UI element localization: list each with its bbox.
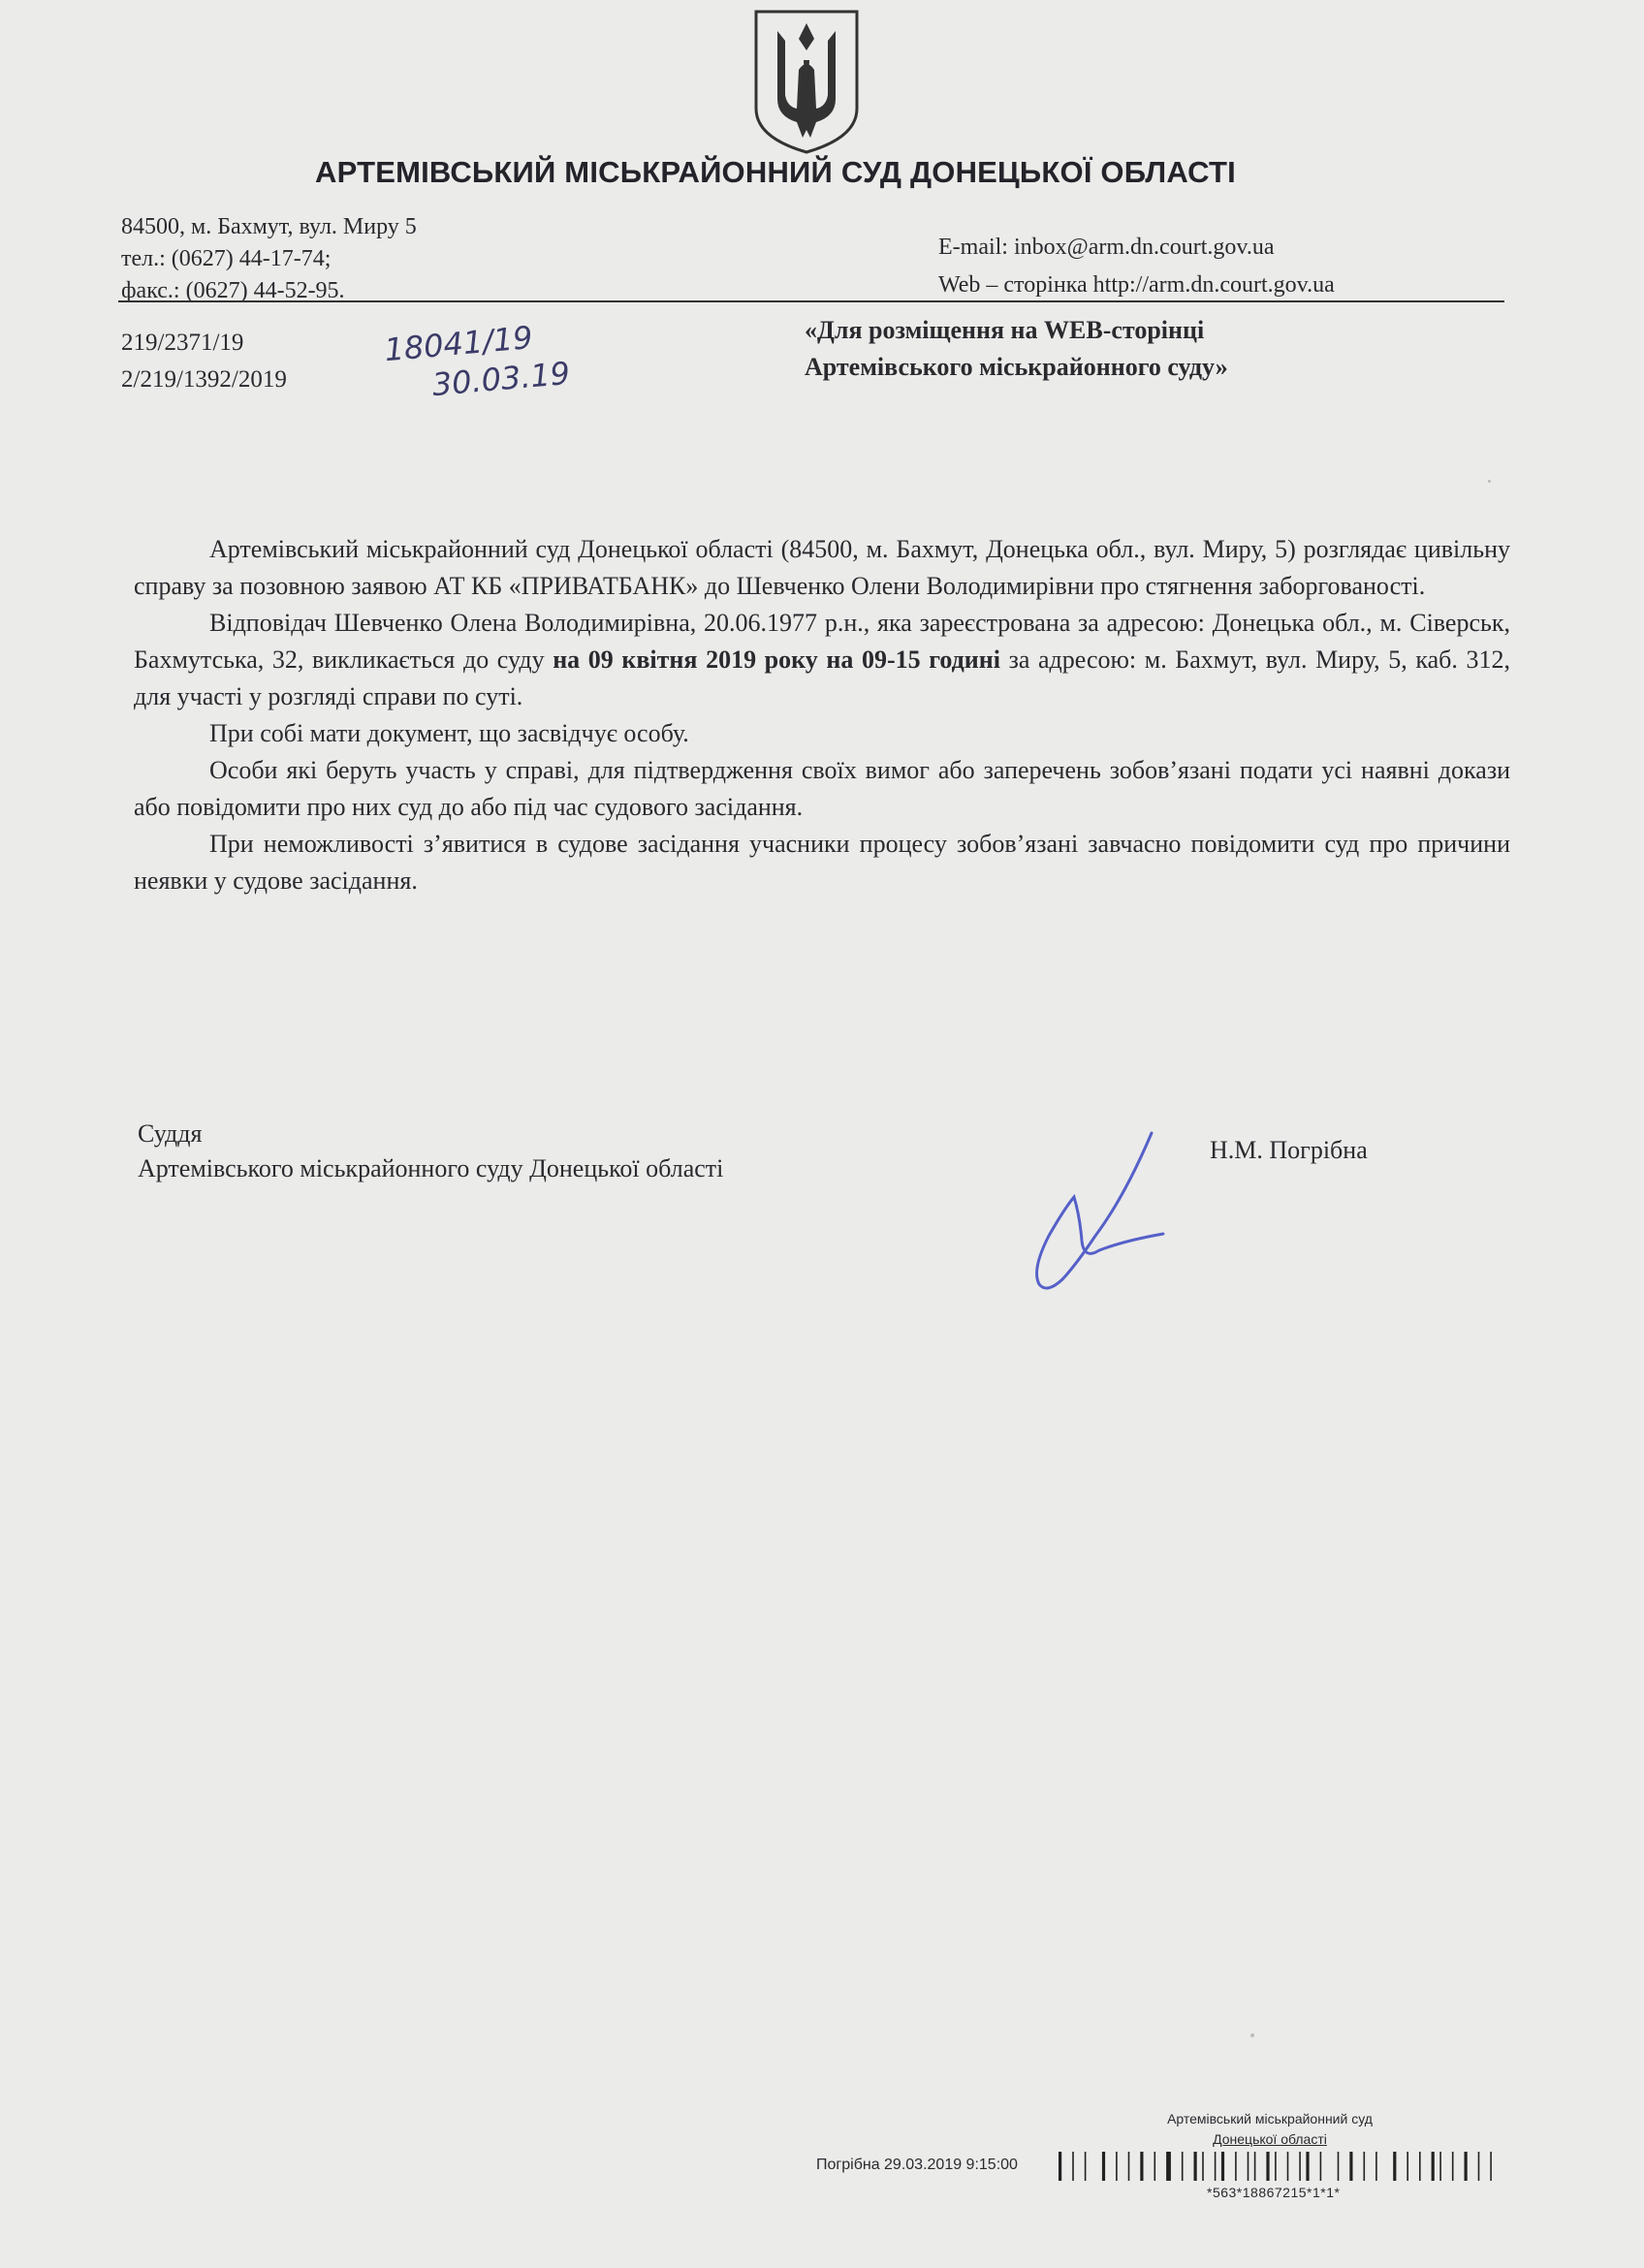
- barcode-bar: [1375, 2152, 1377, 2181]
- barcode-bar: [1059, 2152, 1061, 2181]
- handwritten-date: 30.03.19: [430, 354, 572, 404]
- barcode-bar: [1154, 2152, 1156, 2181]
- judge-court: Артемівського міськрайонного суду Донецької області: [138, 1154, 724, 1182]
- paragraph-case-description: Артемівський міськрайонний суд Донецької області (84500, м. Бахмут, Донецька обл., вул. Миру, 5) розглядає цивільну справу за позовною заявою АТ КБ «ПРИВАТБАНК» до Шевченко Олени Володимирівни про стягнення заборгованості.: [134, 535, 1510, 600]
- judge-role: [138, 1117, 723, 1186]
- barcode-bar: [1432, 2152, 1435, 2181]
- document-body: [134, 531, 1510, 899]
- barcode-bar: [1102, 2152, 1105, 2181]
- barcode-bar: [1215, 2152, 1217, 2181]
- registration-stamp-line: Погрібна 29.03.2019 9:15:00: [816, 2157, 1018, 2173]
- barcode-bar: [1194, 2152, 1197, 2181]
- barcode-bar: [1254, 2152, 1256, 2181]
- registration-stamp-court: [1129, 2109, 1410, 2150]
- barcode-bar: [1085, 2152, 1087, 2181]
- barcode-bar: [1128, 2152, 1130, 2181]
- publication-note: [805, 312, 1228, 386]
- barcode-bar: [1478, 2152, 1480, 2181]
- publication-note-line1: «Для розміщення на WEB-сторінці: [805, 316, 1205, 344]
- scan-speck: [1488, 480, 1491, 483]
- court-email: E-mail: inbox@arm.dn.court.gov.ua: [938, 235, 1275, 260]
- barcode-bar: [1140, 2152, 1143, 2181]
- barcode-bar: [1072, 2152, 1074, 2181]
- court-contacts-left: [121, 211, 417, 307]
- court-phone: тел.: (0627) 44-17-74;: [121, 246, 332, 271]
- barcode-bar: [1439, 2152, 1441, 2181]
- summons-date-time: на 09 квітня 2019 року на 09-15 годині: [553, 646, 1000, 674]
- barcode-bar: [1419, 2152, 1421, 2181]
- barcode-bar: [1364, 2152, 1366, 2181]
- barcode-bar: [1248, 2152, 1249, 2181]
- barcode-bar: [1407, 2152, 1408, 2181]
- barcode-bar: [1116, 2152, 1118, 2181]
- barcode-bar: [1287, 2152, 1289, 2181]
- summons-text-end: за адресою: м. Бахмут, вул. Миру, 5, каб. 312, для участі у розгляді справи по суті.: [134, 646, 1510, 710]
- header-divider: [118, 300, 1504, 302]
- reference-numbers: [121, 325, 287, 398]
- barcode-bar: [1452, 2152, 1454, 2181]
- paragraph-absence: При неможливості з’явитися в судове засідання учасники процесу зобов’язані завчасно повідомити суд про причини неявки у судове засідання.: [134, 830, 1510, 895]
- barcode-bar: [1349, 2152, 1352, 2181]
- court-title: АРТЕМІВСЬКИЙ МІСЬКРАЙОННИЙ СУД ДОНЕЦЬКОЇ ОБЛАСТІ: [315, 155, 1236, 189]
- handwritten-signature: [1018, 1119, 1212, 1313]
- barcode-bar: [1182, 2152, 1184, 2181]
- barcode-bar: [1338, 2152, 1340, 2181]
- barcode-bar: [1202, 2152, 1204, 2181]
- barcode: [1059, 2152, 1533, 2181]
- barcode-bar: [1299, 2152, 1301, 2181]
- barcode-bar: [1221, 2152, 1224, 2181]
- paragraph-summons: [134, 605, 1510, 715]
- paragraph-evidence: Особи які беруть участь у справі, для підтвердження своїх вимог або заперечень зобов’язані подати усі наявні докази або повідомити про них суд до або під час судового засідання.: [134, 756, 1510, 821]
- court-address: 84500, м. Бахмут, вул. Миру 5: [121, 214, 417, 239]
- barcode-number: *563*18867215*1*1*: [1207, 2185, 1341, 2200]
- court-contacts-right: [938, 229, 1335, 304]
- barcode-bar: [1235, 2152, 1237, 2181]
- barcode-bar: [1275, 2152, 1277, 2181]
- handwritten-number: 18041/19: [382, 319, 534, 369]
- barcode-bar: [1393, 2152, 1396, 2181]
- court-website: Web – сторінка http://arm.dn.court.gov.ua: [938, 272, 1335, 298]
- case-ref-1: 219/2371/19: [121, 330, 244, 356]
- publication-note-line2: Артемівського міськрайонного суду»: [805, 353, 1228, 381]
- barcode-bar: [1490, 2152, 1492, 2181]
- barcode-bar: [1166, 2152, 1171, 2181]
- paragraph-id-document: При собі мати документ, що засвідчує особу.: [209, 719, 689, 747]
- barcode-bar: [1306, 2152, 1309, 2181]
- court-fax: факс.: (0627) 44-52-95.: [121, 278, 345, 303]
- coat-of-arms-emblem: [748, 2, 865, 157]
- barcode-bar: [1465, 2152, 1468, 2181]
- stamp-court-line2: Донецької області: [1213, 2131, 1327, 2147]
- judge-title: Суддя: [138, 1119, 203, 1148]
- barcode-bar: [1320, 2152, 1322, 2181]
- summons-text-start: Відповідач Шевченко Олена Володимирівна, 20.06.1977 р.н., яка зареєстрована за адресою: Донецька обл., м. Сіверськ, Бахмутська, 32, викликається до суду: [134, 609, 1510, 674]
- stamp-court-line1: Артемівський міськрайонний суд: [1167, 2111, 1373, 2126]
- judge-name: Н.М. Погрібна: [1210, 1136, 1368, 1164]
- case-ref-2: 2/219/1392/2019: [121, 366, 287, 393]
- scan-speck: [1250, 2033, 1254, 2037]
- handwritten-registration-note: [383, 315, 572, 408]
- barcode-bar: [1266, 2152, 1269, 2181]
